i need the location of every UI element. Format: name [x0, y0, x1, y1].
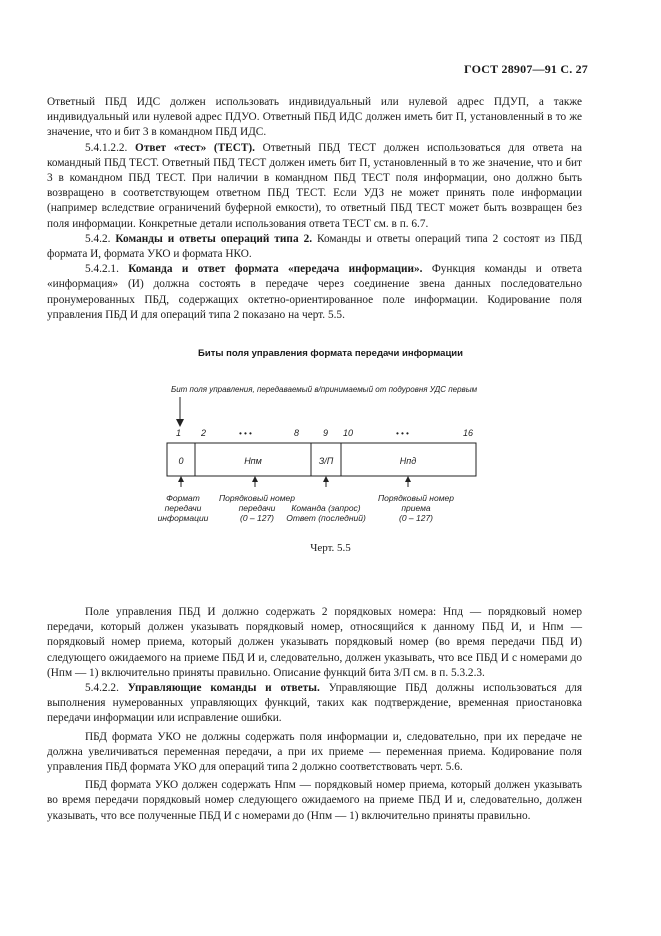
arrow-head-icon: [323, 476, 329, 482]
paragraph: ПБД формата УКО должен содержать Нпм — порядковый номер приема, который должен указывать во время передачи порядковый номер следующего ожидаемого на приеме ПБД И и, следовательно, должен указывать, что все полученные ПБД И с номерами до (Нпм — 1) включительно приняты правильно.: [47, 779, 582, 822]
label-format: передачи: [164, 503, 202, 513]
paragraph: Поле управления ПБД И должно содержать 2 порядковых номера: Нпд — порядковый номер передачи, который должен указывать порядковый номер, относящийся к данному ПБД И, и Нпм — порядковый номер приема, который должен указывать порядковый номер (во время передачи ПБД И) следующего ожидаемого на приеме ПБД И и, следовательно, должен указывать, что все ПБД И с номерами до (Нпм — 1) включительно приняты правильно. Описание функций бита З/П см. в п. 5.3.2.3.: [47, 606, 582, 679]
label-npm: Порядковый номер: [219, 493, 295, 503]
label-npm: (0 – 127): [239, 513, 275, 523]
bit-label: 2: [201, 428, 207, 438]
top-note: Бит поля управления, передаваемый в/принимаемый от подуровня УДС первым: [171, 385, 478, 394]
label-format: Формат: [166, 493, 200, 503]
paragraph: 5.4.2. Команды и ответы операций типа 2. Команды и ответы операций типа 2 состоят из ПБД формата И, формата УКО и формата НКО.: [47, 232, 582, 261]
figure-title: Биты поля управления формата передачи информации: [198, 348, 463, 359]
text-block-top: [47, 95, 582, 323]
bit-label: 16: [463, 428, 474, 438]
bit-label: • • •: [239, 429, 252, 438]
bit-label: 9: [323, 428, 329, 438]
bit-label: 10: [343, 428, 354, 438]
paragraph: 5.4.2.2. Управляющие команды и ответы. Управляющие ПБД должны использоваться для выполнения нумерованных управляющих функций, таких как подтверждение, временная приостановка передачи информации или исправление ошибки.: [47, 682, 583, 725]
paragraph: 5.4.1.2.2. Ответ «тест» (ТЕСТ). Ответный ПБД ТЕСТ должен использоваться для ответа на командный ПБД ТЕСТ. Ответный ПБД ТЕСТ должен иметь бит П, установленный в то же значение, что и бит 3 в командном ПБД ТЕСТ. При наличии в командном ПБД ТЕСТ поля информации, оно должно быть возвращено в соответствующем ответном ПБД ТЕСТ. Если УДЗ не может принять поле информации (например вследствие ограничений буферной емкости), то ответный ПБД ТЕСТ может быть возвращен без поля информации. Конкретные детали использования ответа ТЕСТ см. в п. 6.7.: [47, 141, 583, 230]
arrow-head-icon: [405, 476, 411, 482]
cell-npd: Нпд: [399, 456, 417, 466]
bit-label: 1: [176, 428, 182, 438]
page-header: ГОСТ 28907—91 С. 27: [464, 62, 588, 76]
arrow-head-icon: [178, 476, 184, 482]
cell-format: 0: [178, 456, 184, 466]
text-block-bottom: [47, 605, 582, 824]
paragraph: Ответный ПБД ИДС должен использовать индивидуальный или нулевой адрес ПДУП, а также индивидуальный или нулевой адрес ПДУО. Ответный ПБД ИДС должен иметь бит П, установленный в то же значение, что и бит 3 в командном ПБД ИДС.: [47, 96, 582, 139]
label-npd: приема: [401, 503, 431, 513]
label-zp: Ответ (последний): [286, 513, 366, 523]
paragraph: 5.4.2.1. Команда и ответ формата «передача информации». Функция команды и ответа «информация» (И) должна состоять в передаче через соединение звена данных последовательно пронумерованных ПБД, содержащих октетно-ориентированное поле информации. Кодирование поля управления ПБД И для операций типа 2 показано на черт. 5.5.: [47, 263, 583, 321]
label-zp: Команда (запрос): [291, 503, 361, 513]
arrow-head-icon: [252, 476, 258, 482]
cell-zp: З/П: [318, 456, 334, 466]
cell-npm: Нпм: [244, 456, 262, 466]
control-field-diagram: [0, 375, 661, 535]
figure-caption: Черт. 5.5: [310, 542, 351, 554]
label-format: информации: [157, 513, 209, 523]
paragraph: ПБД формата УКО не должны содержать поля информации и, следовательно, при их передаче не должна увеличиваться переменная передачи, а при их приеме — переменная приема. Кодирование поля управления ПБД формата УКО для операций типа 2 должно соответствовать черт. 5.6.: [47, 730, 582, 774]
arrow-head-icon: [176, 419, 184, 427]
bit-label: • • •: [396, 429, 409, 438]
label-npd: (0 – 127): [398, 513, 434, 523]
label-npd: Порядковый номер: [378, 493, 454, 503]
bit-label: 8: [294, 428, 300, 438]
label-npm: передачи: [238, 503, 276, 513]
